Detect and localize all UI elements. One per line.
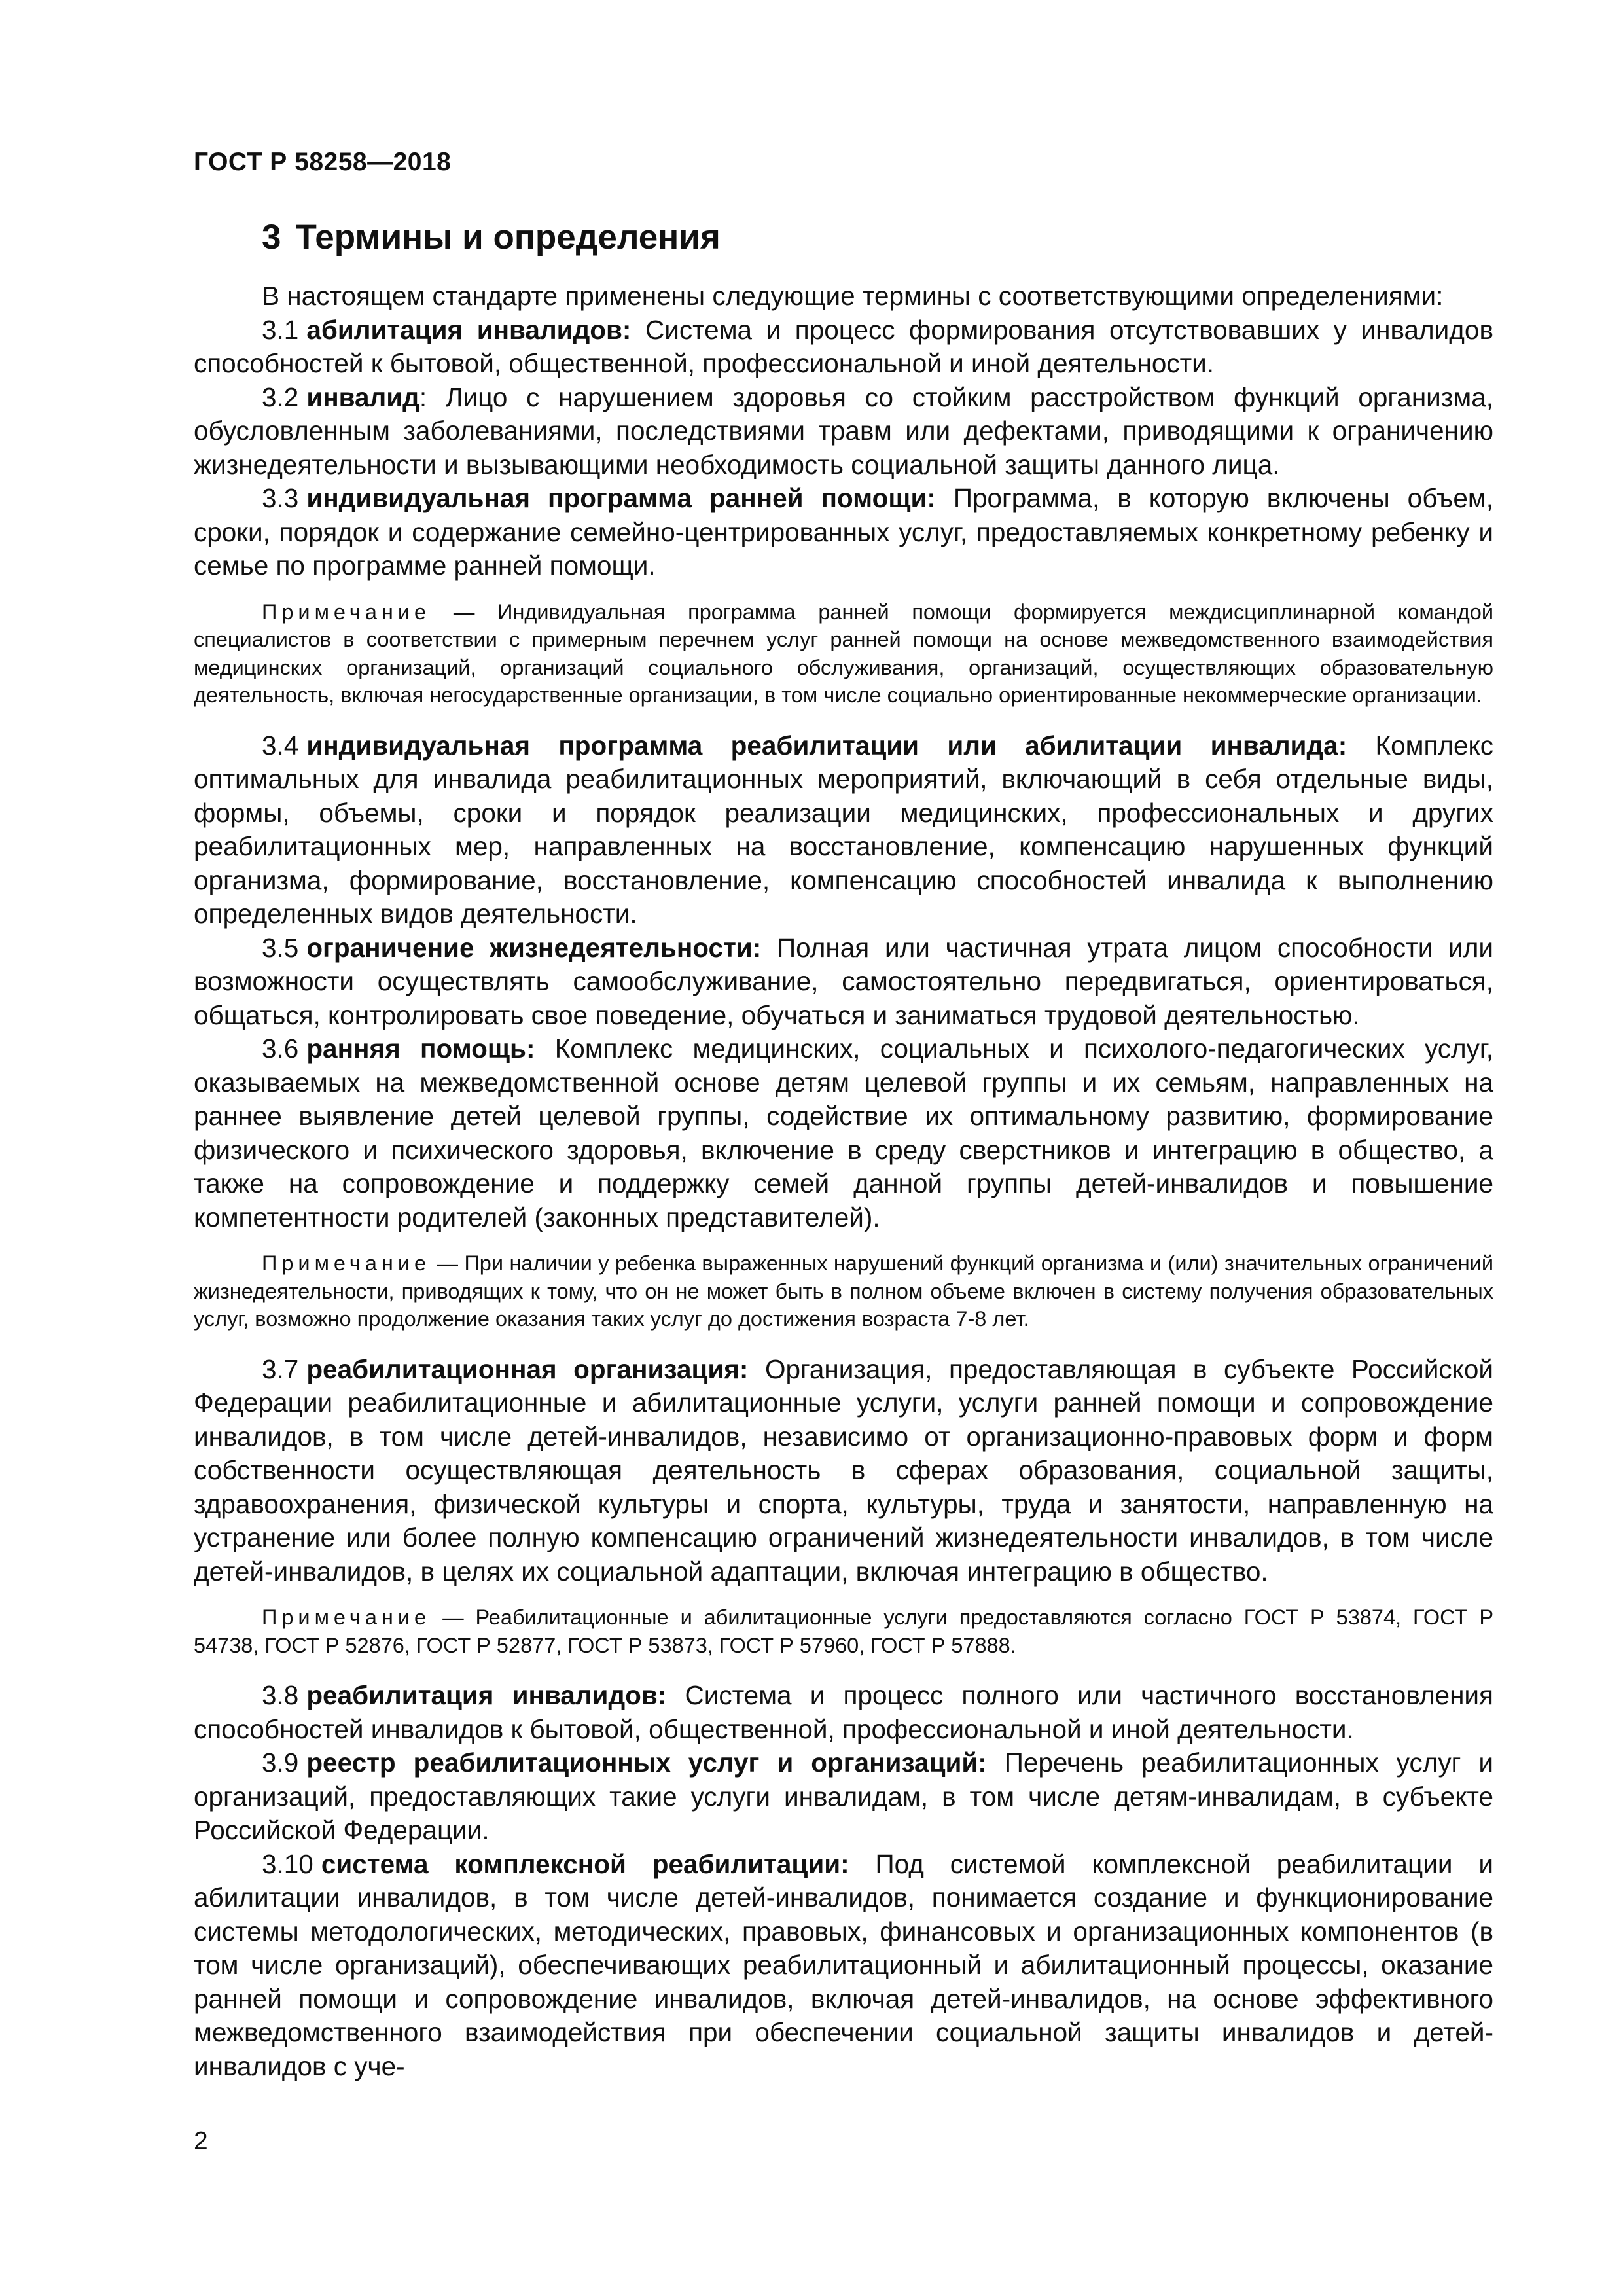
term-name: реестр реабилитационных услуг и организаций:: [306, 1748, 987, 1778]
term-name: система комплексной реабилитации:: [321, 1848, 849, 1879]
term-name: реабилитация инвалидов:: [306, 1680, 667, 1710]
term-name: реабилитационная организация:: [306, 1354, 749, 1384]
term-definition: Программа, в которую включены объем, сроки, порядок и содержание семейно-центрированных услуг, предоставляемых конкретному ребенку и семье по программе ранней помощи.: [194, 483, 1493, 581]
term-number: 3.2: [262, 382, 299, 412]
term-definition: Комплекс медицинских, социальных и психолого-педагогических услуг, оказываемых на межведомственной основе детям целевой группы и их семьям, направленных на раннее выявление детей целевой группы, содействие их оптимальному развитию, формирование физического и психического здоровья, включение в среду сверстников и интеграцию в общество, а также на сопровождение и поддержку семей данной группы детей-инвалидов и повышение компетентности родителей (законных представителей).: [194, 1033, 1493, 1232]
term-number: 3.6: [262, 1033, 299, 1064]
term-number: 3.4: [262, 730, 299, 761]
term-3-4: [194, 729, 1493, 931]
term-number: 3.3: [262, 483, 299, 513]
note-text: — При наличии у ребенка выраженных нарушений функций организма и (или) значительных ограничений жизнедеятельности, приводящих к тому, что он не может быть в полном объеме включен в систему получения образовательных услуг, возможно продолжение оказания таких услуг до достижения возраста 7-8 лет.: [194, 1251, 1493, 1331]
term-definition: Комплекс оптимальных для инвалида реабилитационных мероприятий, включающий в себя отдельные виды, формы, объемы, сроки и порядок реализации медицинских, профессиональных и других реабилитационных мер, направленных на восстановление, компенсацию нарушенных функций организма, формирование, восстановление, компенсацию способностей инвалида к выполнению определенных видов деятельности.: [194, 730, 1493, 929]
term-3-2: [194, 381, 1493, 482]
section-title: Термины и определения: [295, 218, 721, 257]
term-definition: Система и процесс формирования отсутствовавших у инвалидов способностей к бытовой, общественной, профессиональной и иной деятельности.: [194, 314, 1493, 378]
term-3-7: [194, 1353, 1493, 1589]
section-number: 3: [262, 218, 281, 257]
term-definition: Система и процесс полного или частичного восстановления способностей инвалидов к бытовой, общественной, профессиональной и иной деятельности.: [194, 1680, 1493, 1744]
term-3-6: [194, 1032, 1493, 1234]
term-name: инвалид: [306, 382, 419, 412]
term-3-3: [194, 482, 1493, 583]
note-text: — Реабилитационные и абилитационные услуги предоставляются согласно ГОСТ Р 53874, ГОСТ Р 54738, ГОСТ Р 52876, ГОСТ Р 52877, ГОСТ Р 53873, ГОСТ Р 57960, ГОСТ Р 57888.: [194, 1605, 1493, 1657]
term-number: 3.7: [262, 1354, 299, 1384]
term-3-10: [194, 1848, 1493, 2084]
term-number: 3.1: [262, 314, 299, 345]
term-definition: : Лицо с нарушением здоровья со стойким расстройством функций организма, обусловленным заболеваниями, последствиями травм или дефектами, приводящими к ограничению жизнедеятельности и вызывающими необходимость социальной защиты данного лица.: [194, 382, 1493, 480]
note-label: Примечание: [262, 600, 431, 624]
document-code: ГОСТ Р 58258—2018: [194, 148, 452, 176]
intro-paragraph: В настоящем стандарте применены следующие термины с соответствующими определениями:: [262, 281, 1444, 311]
term-name: индивидуальная программа реабилитации или абилитации инвалида:: [306, 730, 1347, 761]
term-3-1: [194, 314, 1493, 381]
note-2: [194, 1249, 1493, 1333]
term-definition: Организация, предоставляющая в субъекте Российской Федерации реабилитационные и абилитационные услуги, услуги ранней помощи и сопровождение инвалидов, в том числе детей-инвалидов, независимо от организационно-правовых форм и форм собственности осуществляющая деятельность в сферах образования, социальной защиты, здравоохранения, физической культуры и спорта, культуры, труда и занятости, направленную на устранение или более полную компенсацию ограничений жизнедеятельности инвалидов, в том числе детей-инвалидов, в целях их социальной адаптации, включая интеграцию в общество.: [194, 1354, 1493, 1587]
term-name: абилитация инвалидов:: [306, 314, 632, 345]
term-definition: Перечень реабилитационных услуг и организаций, предоставляющих такие услуги инвалидам, в том числе детям-инвалидам, в субъекте Российской Федерации.: [194, 1748, 1493, 1845]
term-name: ранняя помощь:: [306, 1033, 535, 1064]
note-label: Примечание: [262, 1251, 431, 1275]
term-definition: Полная или частичная утрата лицом способности или возможности осуществлять самообслуживание, самостоятельно передвигаться, ориентироваться, общаться, контролировать свое поведение, обучаться и заниматься трудовой деятельностью.: [194, 932, 1493, 1030]
term-name: ограничение жизнедеятельности:: [306, 932, 762, 963]
term-number: 3.9: [262, 1748, 299, 1778]
section-heading: [262, 217, 721, 257]
term-3-9: [194, 1746, 1493, 1848]
page-number: 2: [194, 2127, 208, 2155]
term-3-5: [194, 931, 1493, 1033]
term-name: индивидуальная программа ранней помощи:: [306, 483, 936, 513]
note-text: — Индивидуальная программа ранней помощи формируется междисциплинарной командой специалистов в соответствии с примерным перечнем услуг ранней помощи на основе межведомственного взаимодействия медицинских организаций, организаций социального обслуживания, организаций, осуществляющих образовательную деятельность, включая негосударственные организации, в том числе социально ориентированные некоммерческие организации.: [194, 600, 1493, 707]
note-3: [194, 1604, 1493, 1659]
document-body: [194, 279, 1493, 2083]
term-number: 3.8: [262, 1680, 299, 1710]
note-1: [194, 598, 1493, 709]
note-label: Примечание: [262, 1605, 431, 1629]
term-number: 3.5: [262, 932, 299, 963]
term-definition: Под системой комплексной реабилитации и абилитации инвалидов, в том числе детей-инвалидов, понимается создание и функционирование системы методологических, методических, правовых, финансовых и организационных компонентов (в том числе организаций), обеспечивающих реабилитационный и абилитационный процессы, оказание ранней помощи и сопровождение инвалидов, включая детей-инвалидов, на основе эффективного межведомственного взаимодействия при обеспечении социальной защиты инвалидов и детей-инвалидов с уче-: [194, 1848, 1493, 2081]
term-number: 3.10: [262, 1848, 313, 1879]
term-3-8: [194, 1679, 1493, 1746]
